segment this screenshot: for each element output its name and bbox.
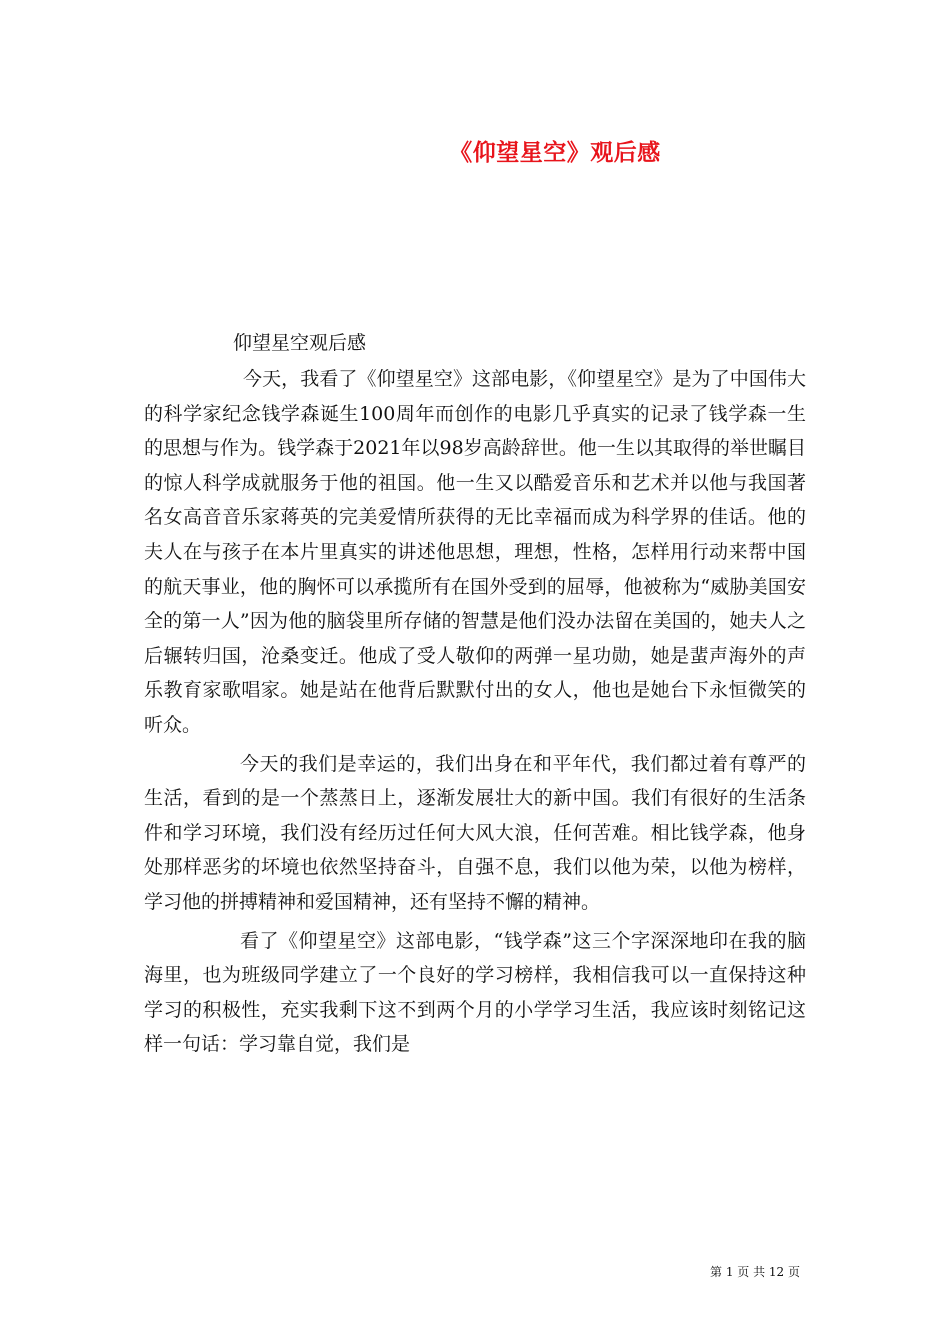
paragraph: 今天，我看了《仰望星空》这部电影，《仰望星空》是为了中国伟大的科学家纪念钱学森诞生100周年而创作的电影几乎真实的记录了钱学森一生的思想与作为。钱学森于2021年以98岁高龄辞世。他一生以其取得的举世瞩目的惊人科学成就服务于他的祖国。他一生又以酷爱音乐和艺术并以他与我国著名女高音音乐家蒋英的完美爱情所获得的无比幸福而成为科学界的佳话。他的夫人在与孩子在本片里真实的讲述他思想，理想，性格，怎样用行动来帮中国的航天事业，他的胸怀可以承揽所有在国外受到的屈辱，他被称为“威胁美国安全的第一人”因为他的脑袋里所存储的智慧是他们没办法留在美国的，她夫人之后辗转归国，沧桑变迁。他成了受人敬仰的两弹一星功勋，她是蜚声海外的声乐教育家歌唱家。她是站在他背后默默付出的女人，他也是她台下永恒微笑的听众。 bbox=[144, 368, 806, 736]
paragraph: 今天的我们是幸运的，我们出身在和平年代，我们都过着有尊严的生活，看到的是一个蒸蒸日上，逐渐发展壮大的新中国。我们有很好的生活条件和学习环境，我们没有经历过任何大风大浪，任何苦难。相比钱学森，他身处那样恶劣的坏境也依然坚持奋斗，自强不息，我们以他为荣，以他为榜样，学习他的拼搏精神和爱国精神，还有坚持不懈的精神。 bbox=[144, 752, 806, 913]
paragraph: 看了《仰望星空》这部电影，“钱学森”这三个字深深地印在我的脑海里，也为班级同学建立了一个良好的学习榜样，我相信我可以一直保持这种学习的积极性，充实我剩下这不到两个月的小学学习生活，我应该时刻铭记这样一句话：学习靠自觉，我们是 bbox=[144, 929, 806, 1056]
document-title: 《仰望星空》观后感 bbox=[449, 140, 661, 166]
document-body bbox=[144, 362, 806, 1066]
document-subtitle: 仰望星空观后感 bbox=[233, 332, 367, 354]
page-number-footer: 第 1 页 共 12 页 bbox=[710, 1265, 800, 1279]
